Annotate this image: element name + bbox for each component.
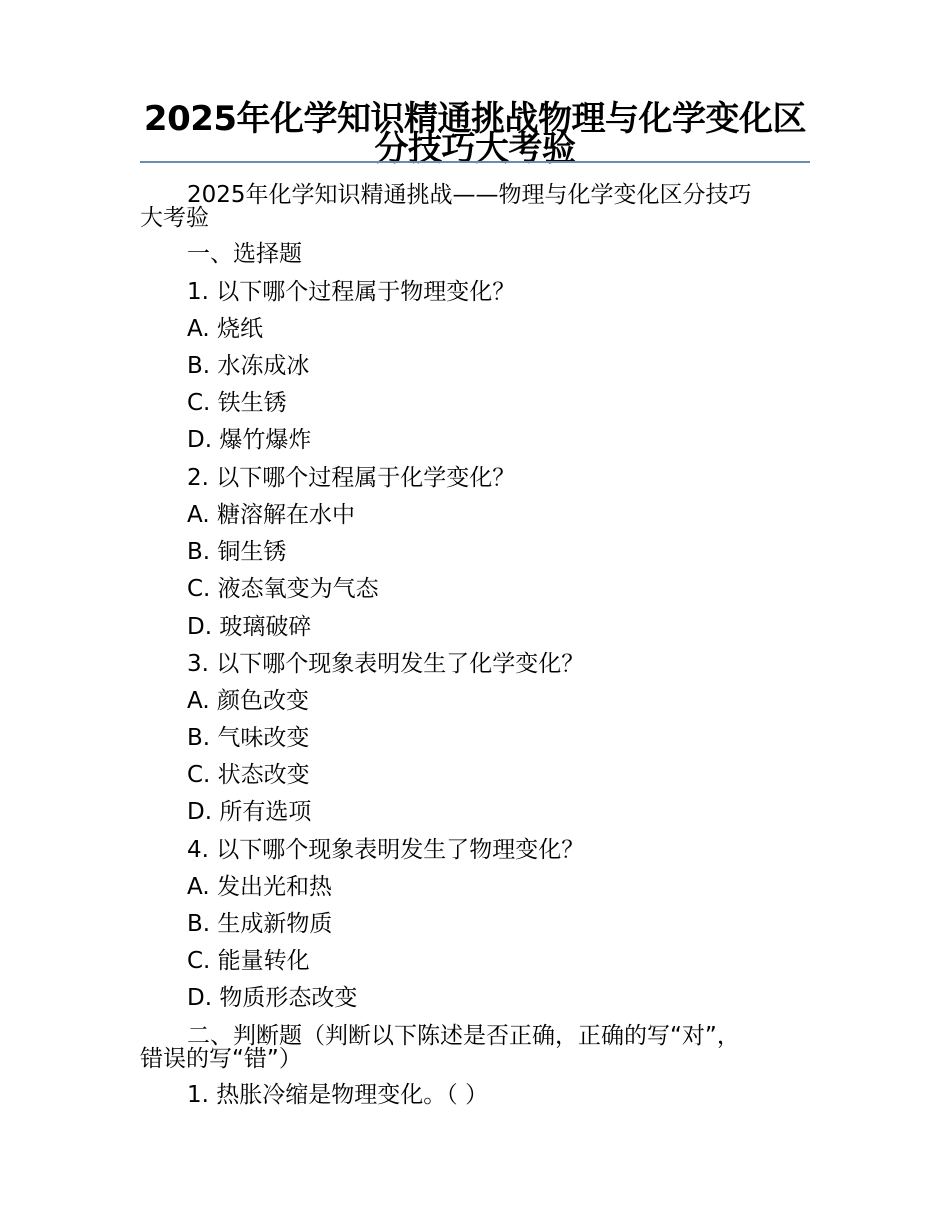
question-1-option-a: A. 烧纸 [187, 316, 263, 342]
question-1: 1. 以下哪个过程属于物理变化？ [187, 279, 516, 305]
question-3-option-d: D. 所有选项 [187, 799, 312, 825]
intro-line-1: 2025年化学知识精通挑战——物理与化学变化区分技巧 [187, 182, 752, 208]
question-2-option-d: D. 玻璃破碎 [187, 614, 312, 640]
question-4-option-a: A. 发出光和热 [187, 874, 332, 900]
question-2-option-c: C. 液态氧变为气态 [187, 576, 379, 602]
question-3-option-b: B. 气味改变 [187, 725, 310, 751]
question-3-option-a: A. 颜色改变 [187, 688, 309, 714]
question-2-option-b: B. 铜生锈 [187, 539, 287, 565]
question-3-option-c: C. 状态改变 [187, 762, 310, 788]
question-2: 2. 以下哪个过程属于化学变化？ [187, 465, 516, 491]
section-heading-judgement-line-2: 错误的写“错”） [140, 1046, 302, 1072]
question-3: 3. 以下哪个现象表明发生了化学变化？ [187, 651, 585, 677]
judgement-question-1: 1. 热胀冷缩是物理变化。（ ） [187, 1082, 489, 1108]
question-4-option-d: D. 物质形态改变 [187, 985, 358, 1011]
intro-line-2: 大考验 [140, 205, 209, 231]
section-heading-choice: 一、选择题 [187, 241, 302, 267]
question-1-option-c: C. 铁生锈 [187, 390, 287, 416]
section-heading-judgement-line-1: 二、判断题（判断以下陈述是否正确，正确的写“对”， [187, 1023, 740, 1049]
title-underline [140, 161, 810, 163]
question-4: 4. 以下哪个现象表明发生了物理变化？ [187, 837, 585, 863]
question-1-option-b: B. 水冻成冰 [187, 353, 310, 379]
question-4-option-b: B. 生成新物质 [187, 911, 333, 937]
question-2-option-a: A. 糖溶解在水中 [187, 502, 355, 528]
question-1-option-d: D. 爆竹爆炸 [187, 427, 312, 453]
question-4-option-c: C. 能量转化 [187, 948, 310, 974]
document-title: 2025年化学知识精通挑战物理与化学变化区分技巧大考验 [143, 99, 807, 169]
